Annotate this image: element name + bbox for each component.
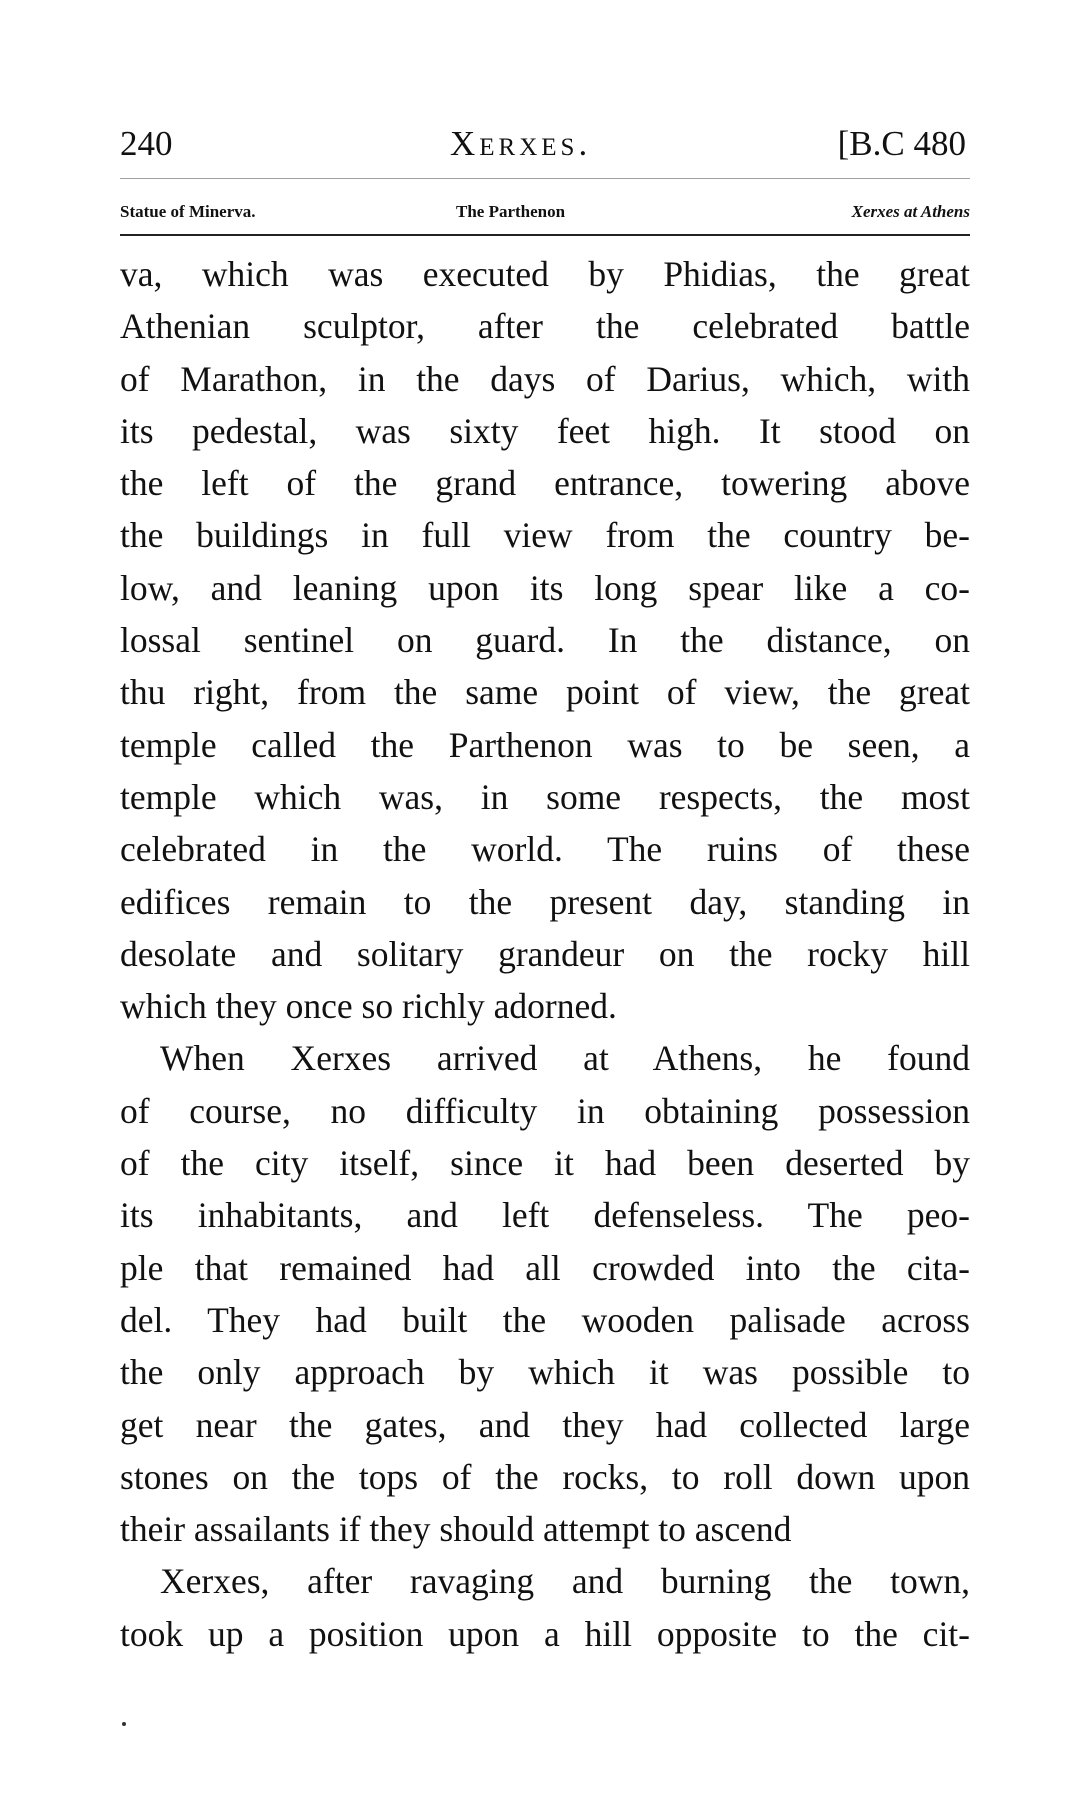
paragraph-1 <box>120 248 970 1032</box>
marginal-subheads <box>120 198 970 228</box>
text-line: edifices remain to the present day, standing in <box>120 881 970 922</box>
header-divider <box>120 178 970 179</box>
text-line: stones on the tops of the rocks, to roll down upon <box>120 1456 970 1497</box>
text-line: took up a position upon a hill opposite to the cit- <box>120 1613 970 1654</box>
page-number: 240 <box>120 124 173 163</box>
paragraph-3 <box>120 1555 970 1660</box>
text-line: of the city itself, since it had been deserted by <box>120 1143 970 1184</box>
text-line: desolate and solitary grandeur on the rocky hill <box>120 933 970 974</box>
book-title: Xerxes. <box>450 124 592 163</box>
date-range: [B.C 480 <box>837 124 966 163</box>
text-line: ple that remained had all crowded into the cita- <box>120 1247 970 1288</box>
body-text <box>120 248 970 1660</box>
text-line: va, which was executed by Phidias, the great <box>120 254 970 294</box>
text-line: Xerxes, after ravaging and burning the town, <box>160 1561 970 1602</box>
book-page <box>120 110 970 1660</box>
text-line: the left of the grand entrance, towering above <box>120 463 970 504</box>
text-line: temple which was, in some respects, the most <box>120 776 970 817</box>
text-line: the buildings in full view from the country be- <box>120 515 970 556</box>
text-line: thu right, from the same point of view, the great <box>120 672 970 713</box>
text-line: its inhabitants, and left defenseless. The peo- <box>120 1195 970 1236</box>
text-line: When Xerxes arrived at Athens, he found <box>160 1038 970 1079</box>
text-line: get near the gates, and they had collected large <box>120 1404 970 1445</box>
text-line: celebrated in the world. The ruins of these <box>120 829 970 870</box>
text-line: del. They had built the wooden palisade across <box>120 1299 970 1340</box>
subhead-statue: Statue of Minerva. <box>120 202 256 221</box>
text-line: of course, no difficulty in obtaining possession <box>120 1090 970 1131</box>
text-line: of Marathon, in the days of Darius, which, with <box>120 358 970 399</box>
text-line: Athenian sculptor, after the celebrated battle <box>120 306 970 347</box>
subhead-xerxes: Xerxes at Athens <box>851 202 970 221</box>
text-line: temple called the Parthenon was to be seen, a <box>120 724 970 765</box>
subhead-rule <box>120 234 970 236</box>
text-line: low, and leaning upon its long spear like a co- <box>120 567 970 608</box>
text-line: its pedestal, was sixty feet high. It stood on <box>120 410 970 451</box>
text-line: the only approach by which it was possible to <box>120 1352 970 1393</box>
text-line: which they once so richly adorned. <box>120 986 617 1027</box>
running-head <box>120 110 970 170</box>
text-line: lossal sentinel on guard. In the distance, on <box>120 620 970 661</box>
ink-speck <box>122 1722 126 1726</box>
paragraph-2 <box>120 1032 970 1555</box>
subhead-parthenon: The Parthenon <box>456 202 566 221</box>
text-line: their assailants if they should attempt to ascend <box>120 1509 792 1550</box>
